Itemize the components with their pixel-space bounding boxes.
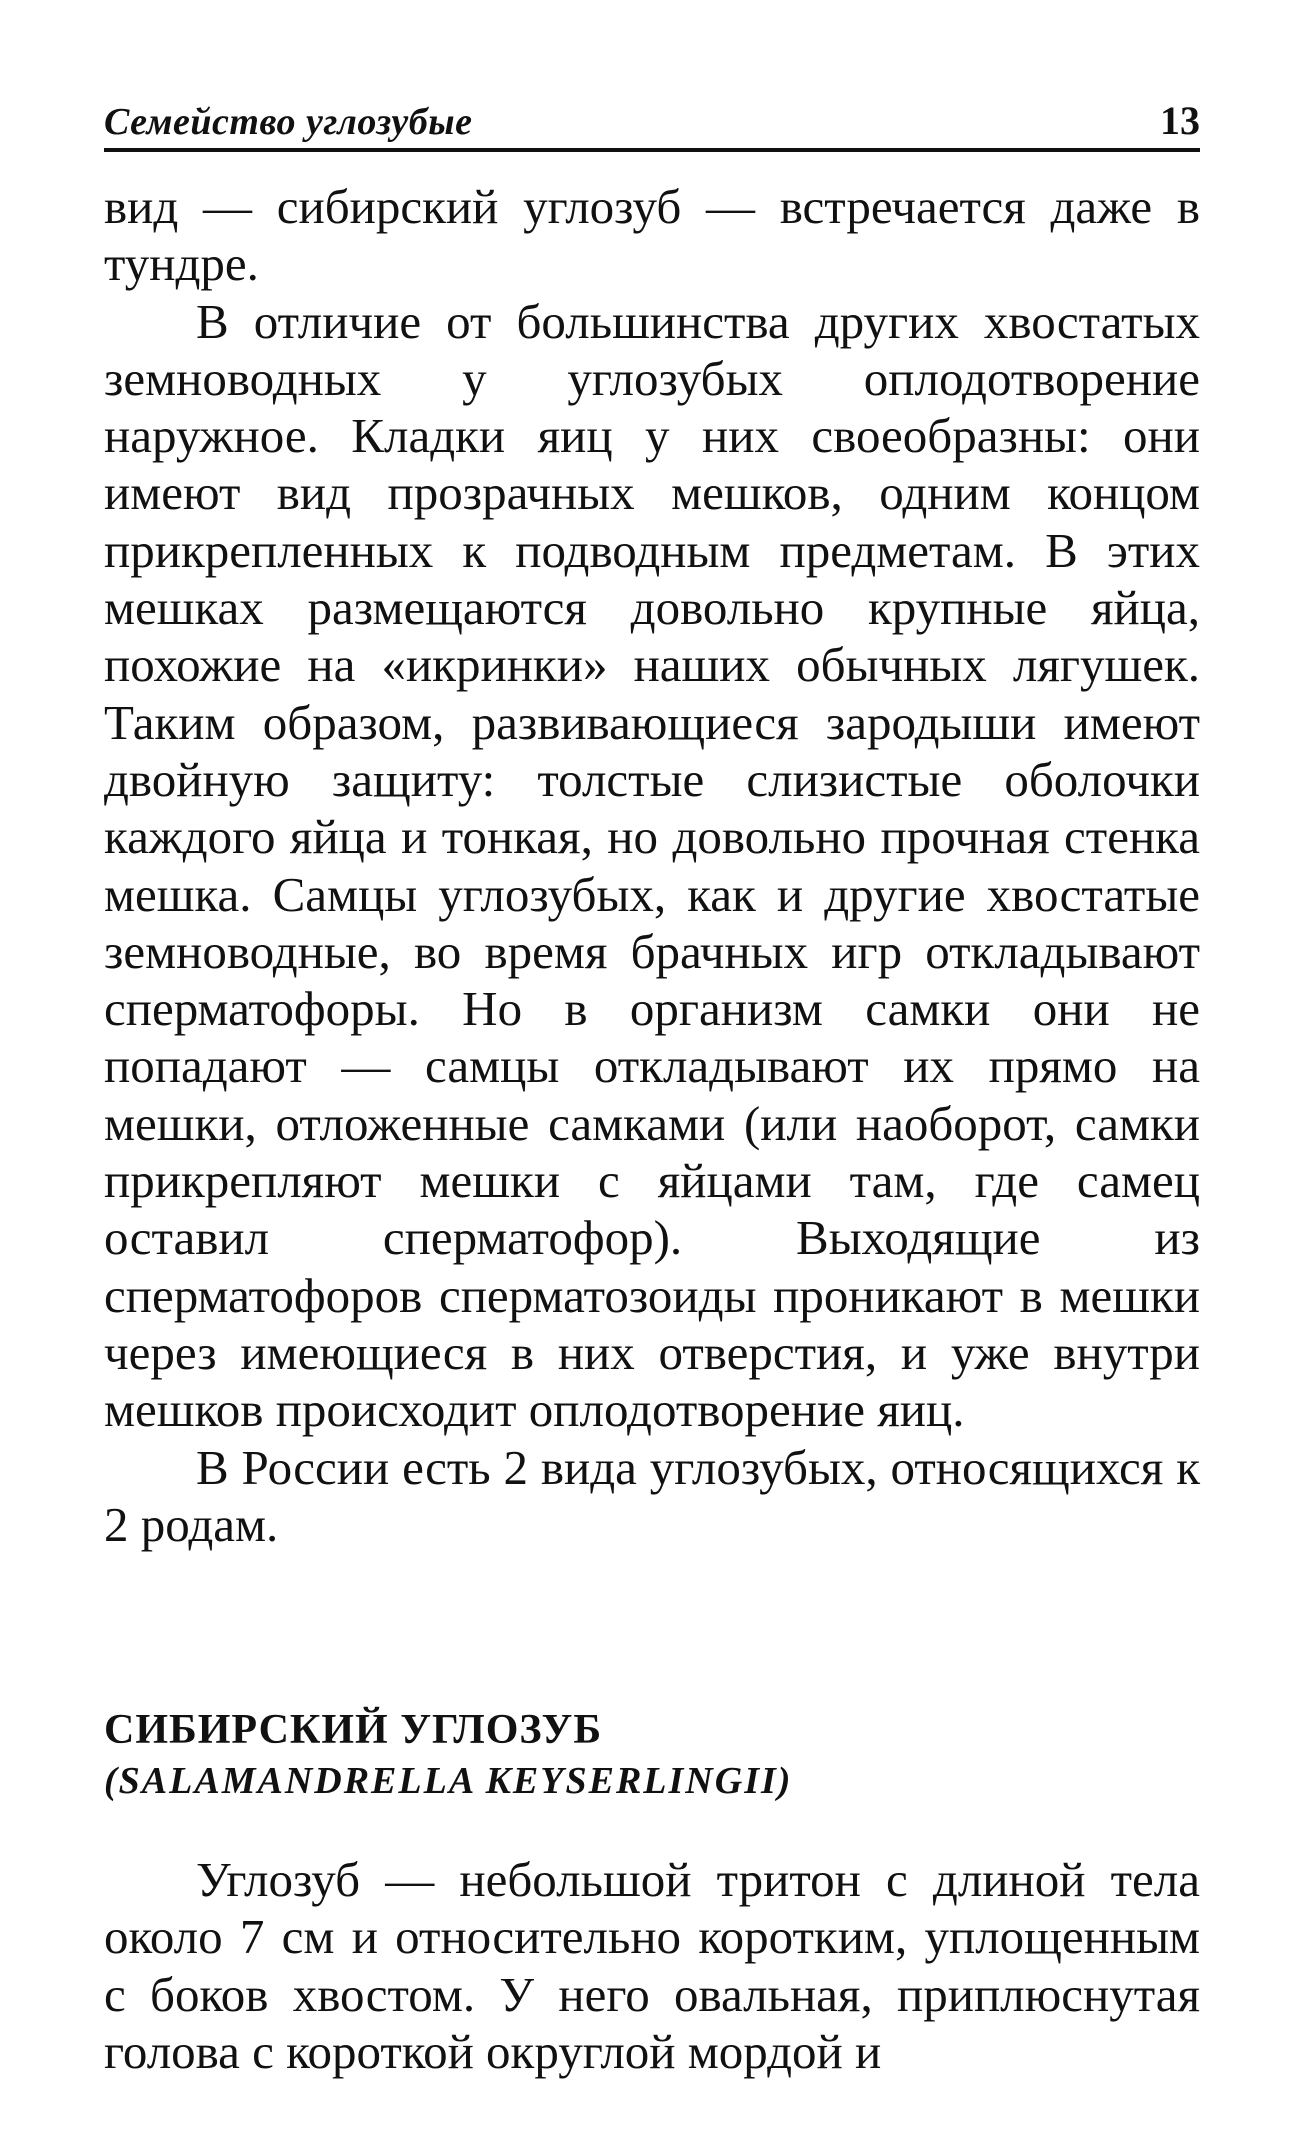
body-text	[104, 178, 1200, 2080]
section-spacer	[104, 1553, 1200, 1703]
running-title: Семейство углозубые	[104, 101, 473, 143]
section-title: СИБИРСКИЙ УГЛОЗУБ	[104, 1707, 603, 1754]
title-spacer	[104, 1805, 1200, 1851]
paragraph-fertilization: В отличие от большинства других хвостатых земноводных у углозубых оплодотворение наружное. Кладки яиц у них своеобразны: они имеют вид прозрачных мешков, одним концом прикрепленных к подводным предметам. В этих мешках размещаются довольно крупные яйца, похожие на «икринки» наших обычных лягушек. Таким образом, развивающиеся зародыши имеют двойную защиту: толстые слизистые оболочки каждого яйца и тонкая, но довольно прочная стенка мешка. Самцы углозубых, как и другие хвостатые земноводные, во время брачных игр откладывают сперматофоры. Но в организм самки они не попадают — самцы откладывают их прямо на мешки, отложенные самками (или наоборот, самки прикрепляют мешки с яйцами там, где самец оставил сперматофор). Выходящие из сперматофоров сперматозоиды проникают в мешки через имеющиеся в них отверстия, и уже внутри мешков происходит оплодотворение яиц.	[104, 293, 1200, 1438]
paragraph-russia-species: В России есть 2 вида углозубых, относящихся к 2 родам.	[104, 1439, 1200, 1552]
paragraph-description: Углозуб — небольшой тритон с длиной тела около 7 см и относительно коротким, уплощенным с боков хвостом. У него овальная, приплюснутая голова с короткой округлой мордой и	[104, 1852, 1200, 2080]
section-latin-name: (SALAMANDRELLA KEYSERLINGII)	[104, 1760, 793, 1803]
running-header	[104, 96, 1200, 152]
book-page	[104, 96, 1200, 2080]
page-number: 13	[1160, 98, 1200, 143]
paragraph-continuation: вид — сибирский углозуб — встречается даже в тундре.	[104, 179, 1200, 292]
